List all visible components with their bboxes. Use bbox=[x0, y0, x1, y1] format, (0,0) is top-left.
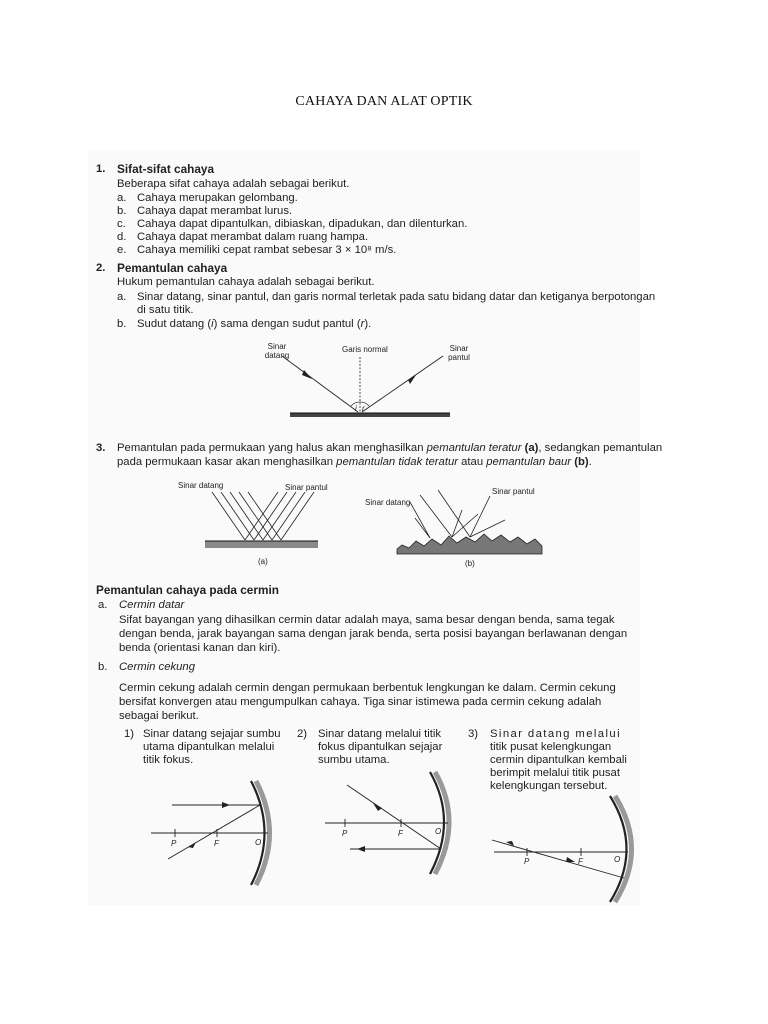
law-a-line-1: Sinar datang, sinar pantul, dan garis normal terletak pada satu bidang datar dan ketiganya berpotongan bbox=[137, 291, 656, 303]
label-F: F bbox=[398, 829, 403, 838]
label-F: F bbox=[214, 839, 219, 848]
list-marker: a. bbox=[117, 192, 127, 204]
label-angle-r: r bbox=[362, 404, 365, 413]
list-marker: a. bbox=[98, 599, 108, 611]
section-1-number: 1. bbox=[96, 163, 106, 175]
label-sinar-pantul-b: Sinar pantul bbox=[492, 487, 535, 496]
cermin-datar-line: benda (orientasi kanan dan kiri). bbox=[119, 642, 281, 654]
cermin-cekung-title: Cermin cekung bbox=[119, 661, 195, 673]
list-item: Cahaya dapat merambat dalam ruang hampa. bbox=[137, 231, 369, 243]
ray-1-number: 1) bbox=[124, 728, 135, 740]
label-P: P bbox=[171, 839, 177, 848]
cermin-cekung-line: sebagai berikut. bbox=[119, 710, 199, 722]
section-2-heading: Pemantulan cahaya bbox=[117, 261, 228, 275]
label-garis-normal: Garis normal bbox=[342, 345, 388, 354]
section-2-number: 2. bbox=[96, 262, 106, 274]
section-1-intro: Beberapa sifat cahaya adalah sebagai berikut. bbox=[117, 178, 350, 190]
list-marker: c. bbox=[117, 218, 126, 230]
list-marker: e. bbox=[117, 244, 127, 256]
label-P: P bbox=[524, 857, 530, 866]
cermin-cekung-line: Cermin cekung adalah cermin dengan permukaan berbentuk lengkungan ke dalam. Cermin cekung bbox=[119, 682, 616, 694]
cermin-datar-line: Sifat bayangan yang dihasilkan cermin datar adalah maya, sama besar dengan benda, sama tegak bbox=[119, 614, 615, 626]
section-3-line-1: Pemantulan pada permukaan yang halus akan menghasilkan pemantulan teratur (a), sedangkan pemantulan bbox=[117, 442, 663, 454]
page-title: CAHAYA DAN ALAT OPTIK bbox=[295, 94, 473, 109]
list-marker: d. bbox=[117, 231, 127, 243]
label-O: O bbox=[614, 855, 621, 864]
cermin-cekung-line: bersifat konvergen atau mengumpulkan cahaya. Tiga sinar istimewa pada cermin cekung adalah bbox=[119, 696, 602, 708]
ray-1-line: utama dipantulkan melalui bbox=[143, 741, 275, 753]
ray-3-line: Sinar datang melalui bbox=[490, 728, 621, 740]
list-marker: b. bbox=[98, 661, 108, 673]
ray-2-line: fokus dipantulkan sejajar bbox=[318, 741, 443, 753]
ray-3-line: titik pusat kelengkungan bbox=[490, 741, 612, 753]
label-angle-i: i bbox=[355, 404, 357, 413]
section-2-intro: Hukum pemantulan cahaya adalah sebagai berikut. bbox=[117, 276, 375, 288]
ray-2-number: 2) bbox=[297, 728, 308, 740]
caption-a: (a) bbox=[258, 557, 268, 566]
section-3-line-2: pada permukaan kasar akan menghasilkan pemantulan tidak teratur atau pemantulan baur (b). bbox=[117, 456, 592, 468]
label-sinar-pantul-a: Sinar pantul bbox=[285, 483, 328, 492]
label-sinar-pantul: Sinar pantul bbox=[448, 344, 470, 362]
ray-1-line: Sinar datang sejajar sumbu bbox=[143, 728, 281, 740]
ray-3-line: kelengkungan tersebut. bbox=[490, 780, 608, 792]
ray-1-line: titik fokus. bbox=[143, 754, 194, 766]
list-item: Cahaya dapat merambat lurus. bbox=[137, 205, 293, 217]
cermin-datar-line: dengan benda, jarak bayangan sama dengan jarak benda, serta posisi bayangan berlawanan dengan bbox=[119, 628, 628, 640]
list-marker: a. bbox=[117, 291, 127, 303]
list-item: Cahaya memiliki cepat rambat sebesar 3 × 10⁸ m/s. bbox=[137, 244, 397, 256]
law-b-text: Sudut datang (i) sama dengan sudut pantul (r). bbox=[137, 318, 372, 330]
ray-2-line: sumbu utama. bbox=[318, 754, 390, 766]
section-1-heading: Sifat-sifat cahaya bbox=[117, 162, 215, 176]
label-O: O bbox=[435, 827, 442, 836]
caption-b: (b) bbox=[465, 559, 475, 568]
label-F: F bbox=[578, 857, 583, 866]
section-4-heading: Pemantulan cahaya pada cermin bbox=[96, 583, 279, 597]
ray-2-line: Sinar datang melalui titik bbox=[318, 728, 442, 740]
list-item: Cahaya merupakan gelombang. bbox=[137, 192, 298, 204]
ray-3-line: cermin dipantulkan kembali bbox=[490, 754, 627, 766]
label-O: O bbox=[255, 838, 262, 847]
label-P: P bbox=[342, 829, 348, 838]
list-marker: b. bbox=[117, 205, 127, 217]
list-item: Cahaya dapat dipantulkan, dibiaskan, dipadukan, dan dilenturkan. bbox=[137, 218, 468, 230]
cermin-datar-title: Cermin datar bbox=[119, 599, 185, 611]
ray-3-line: berimpit melalui titik pusat bbox=[490, 767, 620, 779]
label-sinar-datang-a: Sinar datang bbox=[178, 481, 224, 490]
label-sinar-datang-b: Sinar datang bbox=[365, 498, 411, 507]
label-sinar-datang: Sinar datang bbox=[264, 342, 290, 360]
list-marker: b. bbox=[117, 318, 127, 330]
law-a-line-2: di satu titik. bbox=[137, 304, 194, 316]
section-3-number: 3. bbox=[96, 442, 106, 454]
ray-3-number: 3) bbox=[468, 728, 479, 740]
